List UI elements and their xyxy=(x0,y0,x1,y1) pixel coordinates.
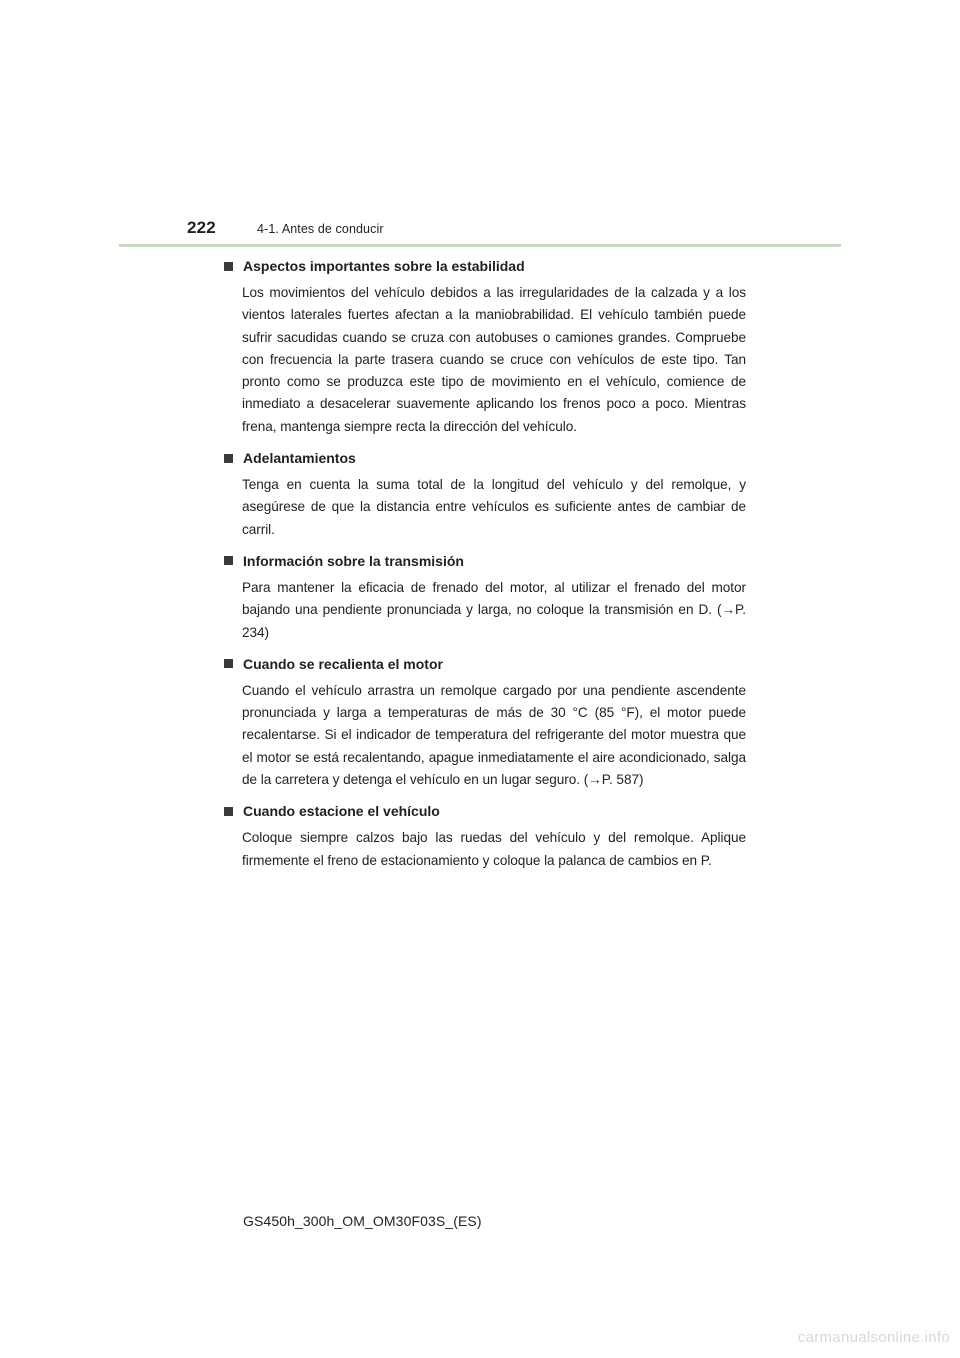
section-transmission xyxy=(224,551,746,644)
section-parking xyxy=(224,801,746,872)
square-bullet-icon xyxy=(224,556,233,565)
section-body: Para mantener la eficacia de frenado del motor, al utilizar el frenado del motor bajando una pendiente pronunciada y larga, no coloque la transmisión en D. (→P. 234) xyxy=(242,579,746,640)
section-body: Cuando el vehículo arrastra un remolque cargado por una pendiente ascendente pronunciada y larga a temperaturas de más de 30 °C (85 °F), el motor puede recalentarse. Si el indicador de temperatura del refrigerante del motor muestra que el motor se está recalentando, apague inmediatamente el aire acondicionado, salga de la carretera y detenga el vehículo en un lugar seguro. (→P. 587) xyxy=(242,682,746,788)
page-header xyxy=(187,218,384,242)
section-heading-text: Información sobre la transmisión xyxy=(243,552,464,569)
section-body: Coloque siempre calzos bajo las ruedas del vehículo y del remolque. Aplique firmemente el freno de estacionamiento y coloque la palanca de cambios en P. xyxy=(242,830,746,868)
square-bullet-icon xyxy=(224,659,233,668)
section-heading xyxy=(224,448,746,468)
square-bullet-icon xyxy=(224,807,233,816)
main-content xyxy=(224,256,746,882)
section-heading xyxy=(224,256,746,276)
square-bullet-icon xyxy=(224,262,233,271)
header-divider xyxy=(119,244,841,247)
document-code: GS450h_300h_OM_OM30F03S_(ES) xyxy=(243,1213,482,1229)
section-overheating xyxy=(224,654,746,791)
section-heading-text: Cuando estacione el vehículo xyxy=(243,803,440,820)
section-title: 4-1. Antes de conducir xyxy=(257,222,384,236)
section-heading-text: Adelantamientos xyxy=(243,450,356,467)
section-body: Los movimientos del vehículo debidos a las irregularidades de la calzada y a los vientos laterales fuertes afectan a la maniobrabilidad. El vehículo también puede sufrir sacudidas cuando se cruza con autobuses o camiones grandes. Compruebe con frecuencia la parte trasera cuando se cruce con vehículos de este tipo. Tan pronto como se produzca este tipo de movimiento en el vehículo, comience de inmediato a desacelerar suavemente aplicando los frenos poco a poco. Mientras frena, mantenga siempre recta la dirección del vehículo. xyxy=(242,285,746,434)
section-heading-text: Cuando se recalienta el motor xyxy=(243,655,443,672)
page-number: 222 xyxy=(187,218,216,237)
section-heading-text: Aspectos importantes sobre la estabilidad xyxy=(243,258,525,274)
watermark: carmanualsonline.info xyxy=(797,1329,950,1346)
section-heading xyxy=(224,801,746,821)
section-stability xyxy=(224,256,746,438)
section-heading xyxy=(224,551,746,571)
section-overtaking xyxy=(224,448,746,541)
section-body: Tenga en cuenta la suma total de la longitud del vehículo y del remolque, y asegúrese de que la distancia entre vehículos es suficiente antes de cambiar de carril. xyxy=(242,477,746,537)
square-bullet-icon xyxy=(224,454,233,463)
section-heading xyxy=(224,654,746,674)
